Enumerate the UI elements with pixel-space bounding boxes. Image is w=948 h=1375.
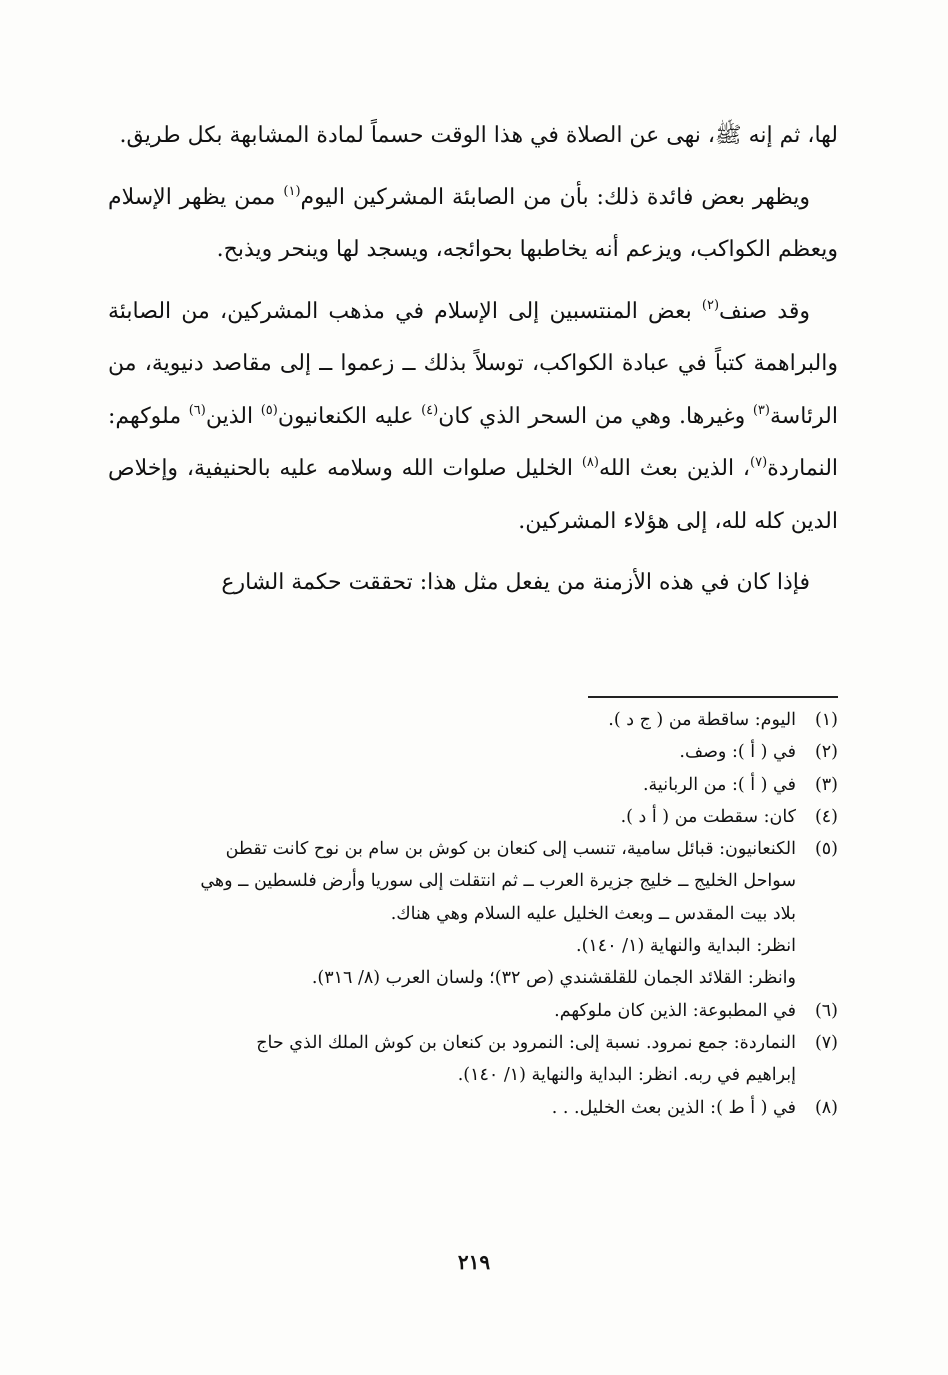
footnote-ref-4[interactable]: (٤) — [421, 402, 439, 418]
footnote-ref-8[interactable]: (٨) — [581, 455, 599, 470]
paragraph-3-text-h: الخليل صلوات الله وسلامه عليه بالحنيفية، وإخلاص الدين كله لله، إلى هؤلاء المشركين. — [108, 456, 838, 534]
footnote-text — [108, 833, 796, 994]
paragraph-3-text-g: ، الذين بعث الله — [598, 456, 751, 481]
footnote-1 — [108, 704, 838, 736]
footnote-5-line-3: بلاد بيت المقدس ــ وبعث الخليل عليه السلام وهي هناك. — [390, 903, 796, 924]
footnote-text: كان: سقطت من ( أ د ). — [620, 806, 796, 827]
paragraph-3-text-d: عليه الكنعانيون — [277, 403, 422, 429]
footnote-5 — [108, 833, 838, 994]
paragraph-2-text-b: ممن يظهر الإسلام ويعظم الكواكب، ويزعم أنه يخاطبها بحوائجه، ويسجد لها وينحر ويذبح. — [108, 184, 838, 262]
paragraph-1-text: لها، ثم إنه ﷺ، نهى عن الصلاة في هذا الوقت حسماً لمادة المشابهة بكل طريق. — [119, 123, 838, 148]
page-body — [108, 110, 838, 619]
footnote-number: (٦) — [814, 1000, 838, 1021]
footnote-4 — [108, 801, 838, 833]
paragraph-3 — [108, 286, 838, 549]
footnote-text: في ( أ ط ): الذين بعث الخليل. . . — [551, 1097, 796, 1118]
footnote-text — [108, 1027, 796, 1092]
footnote-5-line-1: الكنعانيون: قبائل سامية، تنسب إلى كنعان بن كوش بن سام بن نوح كانت تقطن — [225, 839, 796, 860]
paragraph-4 — [108, 557, 838, 610]
footnote-ref-1[interactable]: (١) — [283, 183, 301, 199]
footnote-ref-7[interactable]: (٧) — [750, 455, 768, 470]
paragraph-3-text-e: الذين — [205, 403, 261, 429]
footnote-text: اليوم: ساقطة من ( ج د ). — [608, 710, 796, 730]
paragraph-3-text-c: وغيرها. وهي من السحر الذي كان — [438, 403, 753, 429]
footnote-number: (١) — [814, 710, 838, 730]
footnote-7-line-1: النماردة: جمع نمرود. نسبة إلى: النمرود بن كنعان بن كوش الملك الذي حاج — [256, 1032, 796, 1053]
footnote-3 — [108, 769, 838, 801]
footnote-5-line-2: سواحل الخليج ــ خليج جزيرة العرب ــ ثم انتقلت إلى سوريا وأرض فلسطين ــ وهي — [200, 871, 796, 892]
footnote-text: في ( أ ): وصف. — [679, 742, 796, 763]
footnote-ref-3[interactable]: (٣) — [752, 402, 770, 418]
paragraph-3-text-f: ملوكهم: النماردة — [108, 403, 839, 481]
paragraph-3-text-a: وقد صنف — [719, 298, 810, 324]
footnote-number: (٨) — [814, 1097, 838, 1118]
paragraph-3-text-b: بعض المنتسبين إلى الإسلام في مذهب المشركين، من الصابئة والبراهمة كتباً في عبادة الكواكب، توسلاً بذلك ــ زعموا ــ إلى مقاصد دنيوية، من الرئاسة — [108, 298, 838, 429]
paragraph-2 — [108, 172, 838, 277]
footnote-number: (٢) — [814, 742, 838, 763]
footnote-text: في ( أ ): من الربانية. — [642, 774, 796, 795]
footnotes-list — [108, 704, 838, 1124]
footnote-text: في المطبوعة: الذين كان ملوكهم. — [554, 1000, 796, 1021]
footnote-separator — [588, 696, 838, 698]
footnote-7-line-2: إبراهيم في ربه. انظر: البداية والنهاية (١/ ١٤٠). — [457, 1065, 796, 1086]
footnote-ref-2[interactable]: (٢) — [701, 297, 720, 313]
footnote-5-line-4: انظر: البداية والنهاية (١/ ١٤٠). — [576, 936, 796, 957]
footnote-5-line-5: وانظر: القلائد الجمان للقلقشندي (ص ٣٢)؛ ولسان العرب (٨/ ٣١٦). — [311, 968, 796, 989]
footnote-2 — [108, 736, 838, 768]
page-number: ٢١٩ — [457, 1250, 491, 1274]
footnote-8 — [108, 1092, 838, 1124]
paragraph-4-text: فإذا كان في هذه الأزمنة من يفعل مثل هذا: تحققت حكمة الشارع — [221, 570, 810, 595]
footnote-ref-5[interactable]: (٥) — [260, 402, 278, 418]
footnote-number: (٤) — [814, 806, 838, 827]
footnote-ref-6[interactable]: (٦) — [188, 402, 206, 418]
footnote-number: (٣) — [814, 774, 838, 795]
footnote-7 — [108, 1027, 838, 1092]
paragraph-1 — [108, 110, 838, 163]
paragraph-2-text-a: ويظهر بعض فائدة ذلك: بأن من الصابئة المشركين اليوم — [300, 184, 810, 210]
footnote-number: (٧) — [814, 1032, 838, 1053]
footnote-6 — [108, 995, 838, 1027]
footnote-number: (٥) — [814, 839, 838, 860]
